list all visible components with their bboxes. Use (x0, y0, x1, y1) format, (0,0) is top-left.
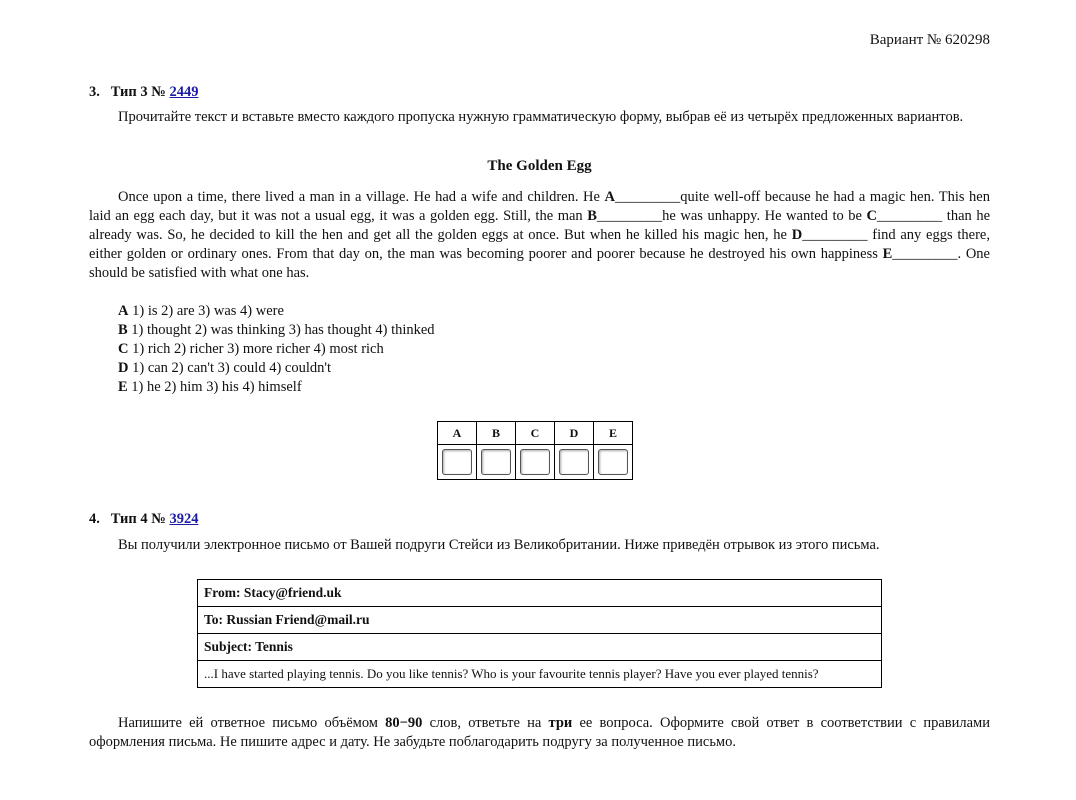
answer-cell-c (516, 445, 555, 480)
option-text: 1) rich 2) richer 3) more richer 4) most rich (128, 341, 384, 357)
instruction-part: слов, ответьте на (422, 715, 549, 731)
gap-c-label: C (866, 208, 878, 224)
task-4-link[interactable]: 3924 (169, 511, 199, 527)
word-count: 80−90 (385, 715, 423, 731)
option-letter: B (118, 322, 128, 338)
story-part: _________. One should be satisfied with what one has. (89, 246, 990, 281)
email-to: To: Russian Friend@mail.ru (198, 607, 882, 634)
gap-b-label: B (587, 208, 597, 224)
task-3-instruction: Прочитайте текст и вставьте вместо каждого пропуска нужную грамматическую форму, выбрав её из четырёх предложенных вариантов. (118, 109, 964, 125)
answer-header-c: C (516, 422, 555, 445)
option-d (118, 359, 435, 378)
variant-number: Вариант № 620298 (869, 32, 990, 48)
answer-cell-b (477, 445, 516, 480)
email-excerpt (197, 579, 882, 688)
answer-header-e: E (594, 422, 633, 445)
option-letter: D (118, 360, 129, 376)
story-part: Once upon a time, there lived a man in a village. He had a wife and children. He (118, 189, 605, 205)
answer-input-a[interactable] (442, 449, 472, 475)
gap-a-label: A (604, 189, 615, 205)
gap-d-label: D (791, 227, 803, 243)
story-part: _________quite well-off because he had a magic hen. This hen laid an egg each day, but it was not a usual egg, it was a golden egg. Still, the man (89, 189, 990, 224)
option-c (118, 340, 435, 359)
story-part: _________ than he already was. So, he decided to kill the hen and get all the golden eggs at once. But when he killed his magic hen, he (89, 208, 990, 243)
option-e (118, 378, 435, 397)
answer-input-d[interactable] (559, 449, 589, 475)
answer-header-a: A (438, 422, 477, 445)
email-from: From: Stacy@friend.uk (198, 580, 882, 607)
answer-header-d: D (555, 422, 594, 445)
answer-table (437, 421, 633, 480)
instruction-part: ее вопроса. Оформите свой ответ в соответствии с правилами оформления письма. Не пишите адрес и дату. Не забудьте поблагодарить подругу за полученное письмо. (89, 715, 990, 750)
answer-header-b: B (477, 422, 516, 445)
answer-cell-d (555, 445, 594, 480)
answer-input-b[interactable] (481, 449, 511, 475)
answer-input-e[interactable] (598, 449, 628, 475)
task-3-number: 3. (89, 84, 100, 100)
option-text: 1) thought 2) was thinking 3) has thought 4) thinked (127, 322, 435, 338)
option-text: 1) is 2) are 3) was 4) were (128, 303, 284, 319)
answer-cell-a (438, 445, 477, 480)
story-text (89, 188, 990, 283)
option-b (118, 321, 435, 340)
option-letter: E (118, 379, 128, 395)
story-part: _________ find any eggs there, either golden or ordinary ones. From that day on, the man was becoming poorer and poorer because he destroyed his own happiness (89, 227, 990, 262)
email-body: ...I have started playing tennis. Do you like tennis? Who is your favourite tennis player? Have you ever played tennis? (198, 661, 882, 688)
option-letter: C (118, 341, 129, 357)
task-4-type: Тип 4 № (110, 511, 166, 527)
story-part: _________he was unhappy. He wanted to be (596, 208, 867, 224)
task-3-link[interactable]: 2449 (169, 84, 199, 100)
option-letter: A (118, 303, 129, 319)
task-4-header (89, 511, 198, 528)
task-4-intro: Вы получили электронное письмо от Вашей подруги Стейси из Великобритании. Ниже приведён отрывок из этого письма. (118, 537, 880, 553)
option-text: 1) he 2) him 3) his 4) himself (127, 379, 302, 395)
task-3-header (89, 84, 198, 101)
task-4-number: 4. (89, 511, 100, 527)
option-text: 1) can 2) can't 3) could 4) couldn't (128, 360, 332, 376)
text-title: The Golden Egg (487, 158, 592, 174)
option-a (118, 302, 435, 321)
options-list (118, 302, 435, 397)
email-subject: Subject: Tennis (198, 634, 882, 661)
gap-e-label: E (882, 246, 893, 262)
answer-cell-e (594, 445, 633, 480)
answer-input-c[interactable] (520, 449, 550, 475)
question-count: три (548, 715, 573, 731)
task-3-type: Тип 3 № (110, 84, 166, 100)
instruction-part: Напишите ей ответное письмо объёмом (118, 715, 386, 731)
task-4-instruction (89, 714, 990, 752)
